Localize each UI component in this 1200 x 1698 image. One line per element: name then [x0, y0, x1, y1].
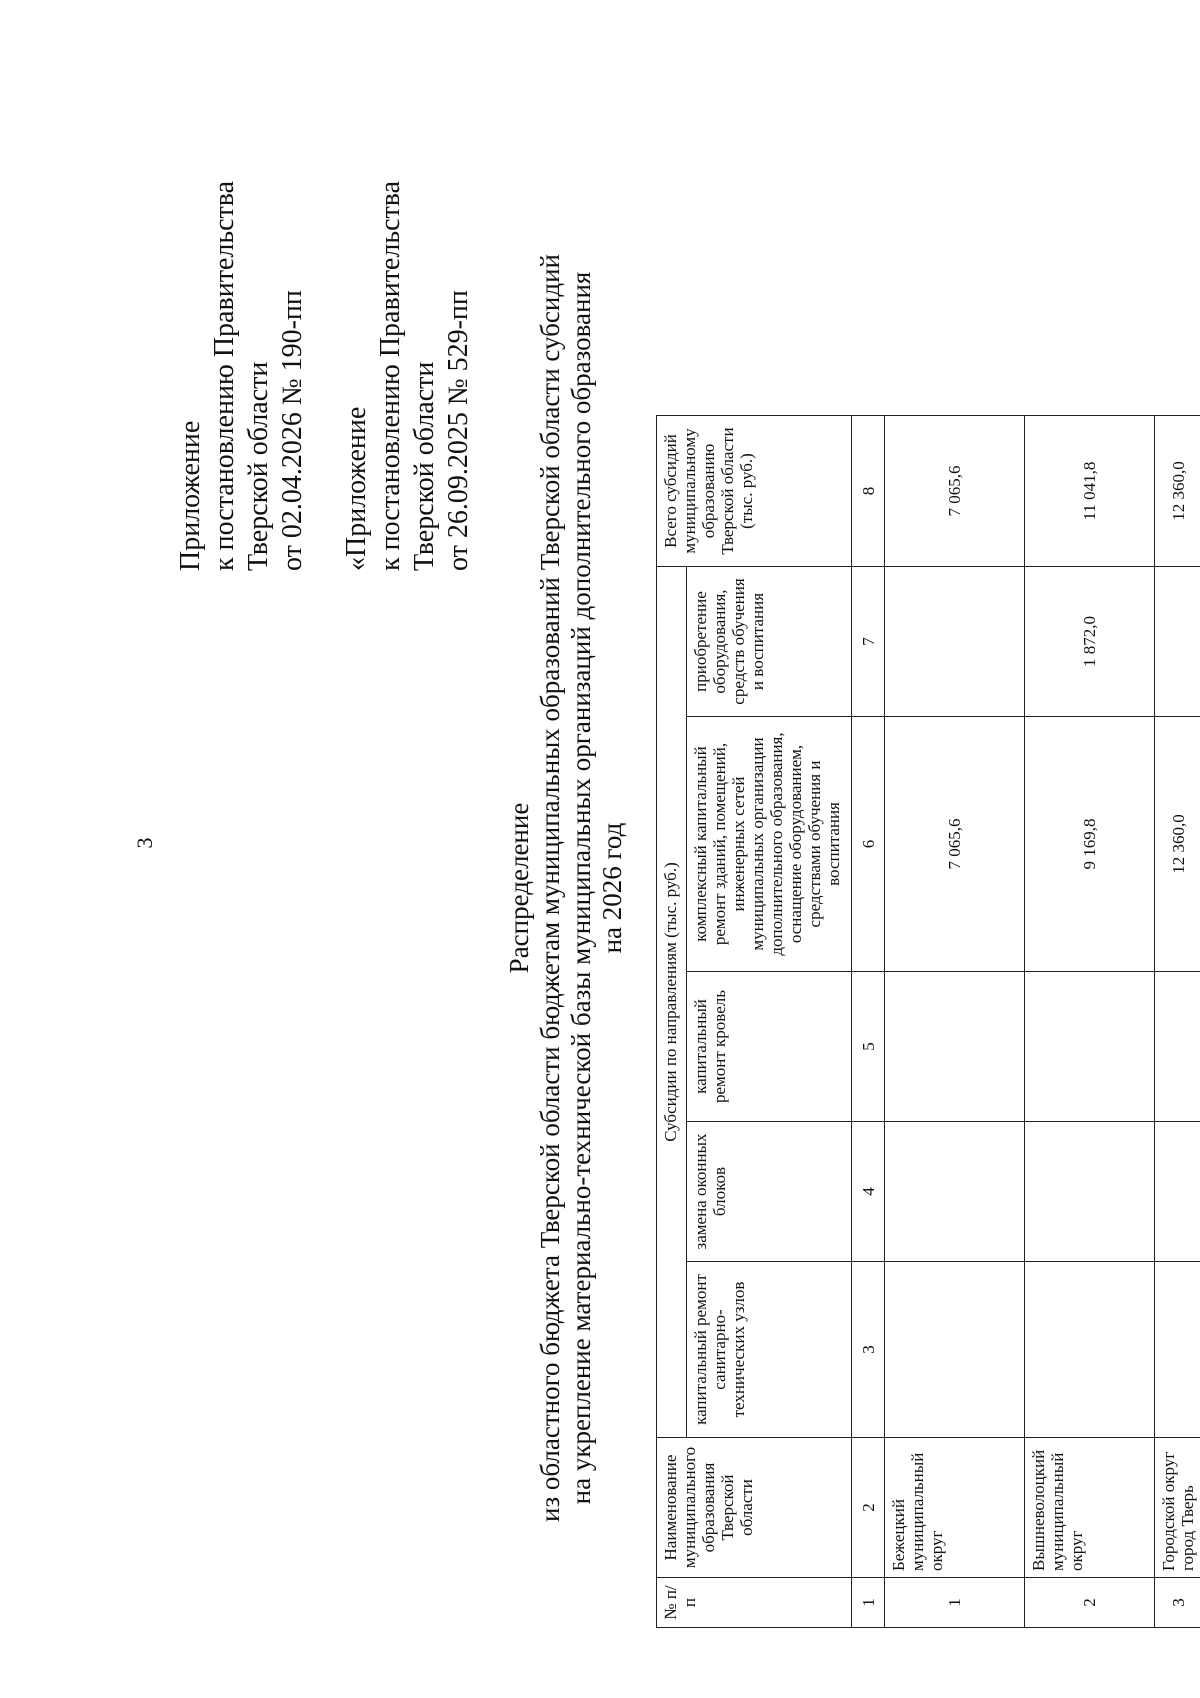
title-line: на укрепление материально-технической базы муниципальных организаций дополнительного образования: [566, 271, 596, 1505]
column-number: 2: [852, 1438, 885, 1578]
appendix-line: Тверской области: [243, 361, 274, 571]
value-cell: [1155, 1122, 1200, 1262]
row-number: 1: [885, 1578, 1025, 1628]
appendix-previous-line: Тверской области: [409, 361, 440, 571]
value-cell: 7 065,6: [885, 717, 1025, 972]
column-number: 3: [852, 1262, 885, 1438]
value-cell: [885, 1122, 1025, 1262]
subsidy-distribution-table: [656, 415, 1200, 1628]
header-direction: приобретение оборудования, средств обучения и воспитания: [687, 567, 852, 717]
appendix-block: [174, 31, 476, 571]
value-cell: [1025, 972, 1155, 1122]
column-number: 8: [852, 416, 885, 567]
value-cell: 1 872,0: [1025, 567, 1155, 717]
title-heading: Распределение: [504, 802, 534, 974]
value-cell: [1155, 1262, 1200, 1438]
page-number: 3: [132, 837, 157, 849]
header-direction: комплексный капитальный ремонт зданий, помещений, инженерных сетей муниципальных организации дополнительного образования, оснащение оборудованием, средствами обучения и воспитания: [687, 717, 852, 972]
table-row: [885, 416, 1025, 1628]
value-cell: [1155, 567, 1200, 717]
total-cell: 7 065,6: [885, 416, 1025, 567]
header-total: Всего субсидий муниципальному образованию Тверской области (тыс. руб.): [657, 416, 852, 567]
header-direction: замена оконных блоков: [687, 1122, 852, 1262]
column-number: 1: [852, 1578, 885, 1628]
document-title: [504, 158, 628, 1618]
value-cell: [885, 567, 1025, 717]
table-row: [1025, 416, 1155, 1628]
header-name: Наименование муниципального образования Тверской области: [657, 1438, 852, 1578]
total-cell: 11 041,8: [1025, 416, 1155, 567]
column-number: 4: [852, 1122, 885, 1262]
value-cell: [1155, 972, 1200, 1122]
column-number: 7: [852, 567, 885, 717]
appendix-line: к постановлению Правительства: [209, 180, 240, 571]
value-cell: [1025, 1262, 1155, 1438]
header-direction: капитальный ремонт кровель: [687, 972, 852, 1122]
appendix-line: от 02.04.2026 № 190-пп: [277, 290, 308, 571]
title-line: на 2026 год: [597, 822, 627, 954]
header-no: № п/п: [657, 1578, 852, 1628]
municipality-name: Вышневолоцкий муниципальный округ: [1025, 1438, 1155, 1578]
value-cell: 9 169,8: [1025, 717, 1155, 972]
header-direction: капитальный ремонт санитарно-технических узлов: [687, 1262, 852, 1438]
header-subsidy-group: Субсидии по направлениям (тыс. руб.): [657, 567, 687, 1438]
appendix-line: Приложение: [175, 420, 206, 571]
row-number: 2: [1025, 1578, 1155, 1628]
appendix-previous-line: к постановлению Правительства: [375, 180, 406, 571]
total-cell: 12 360,0: [1155, 416, 1200, 567]
value-cell: [885, 1262, 1025, 1438]
table-row: [1155, 416, 1200, 1628]
municipality-name: Городской округ город Тверь: [1155, 1438, 1200, 1578]
title-line: из областного бюджета Тверской области бюджетам муниципальных образований Тверской области субсидий: [535, 254, 565, 1522]
row-number: 3: [1155, 1578, 1200, 1628]
column-number: 5: [852, 972, 885, 1122]
value-cell: [885, 972, 1025, 1122]
value-cell: 12 360,0: [1155, 717, 1200, 972]
value-cell: [1025, 1122, 1155, 1262]
municipality-name: Бежецкий муниципальный округ: [885, 1438, 1025, 1578]
appendix-previous-line: от 26.09.2025 № 529-пп: [443, 290, 474, 571]
column-number: 6: [852, 717, 885, 972]
appendix-previous-line: «Приложение: [341, 406, 372, 571]
